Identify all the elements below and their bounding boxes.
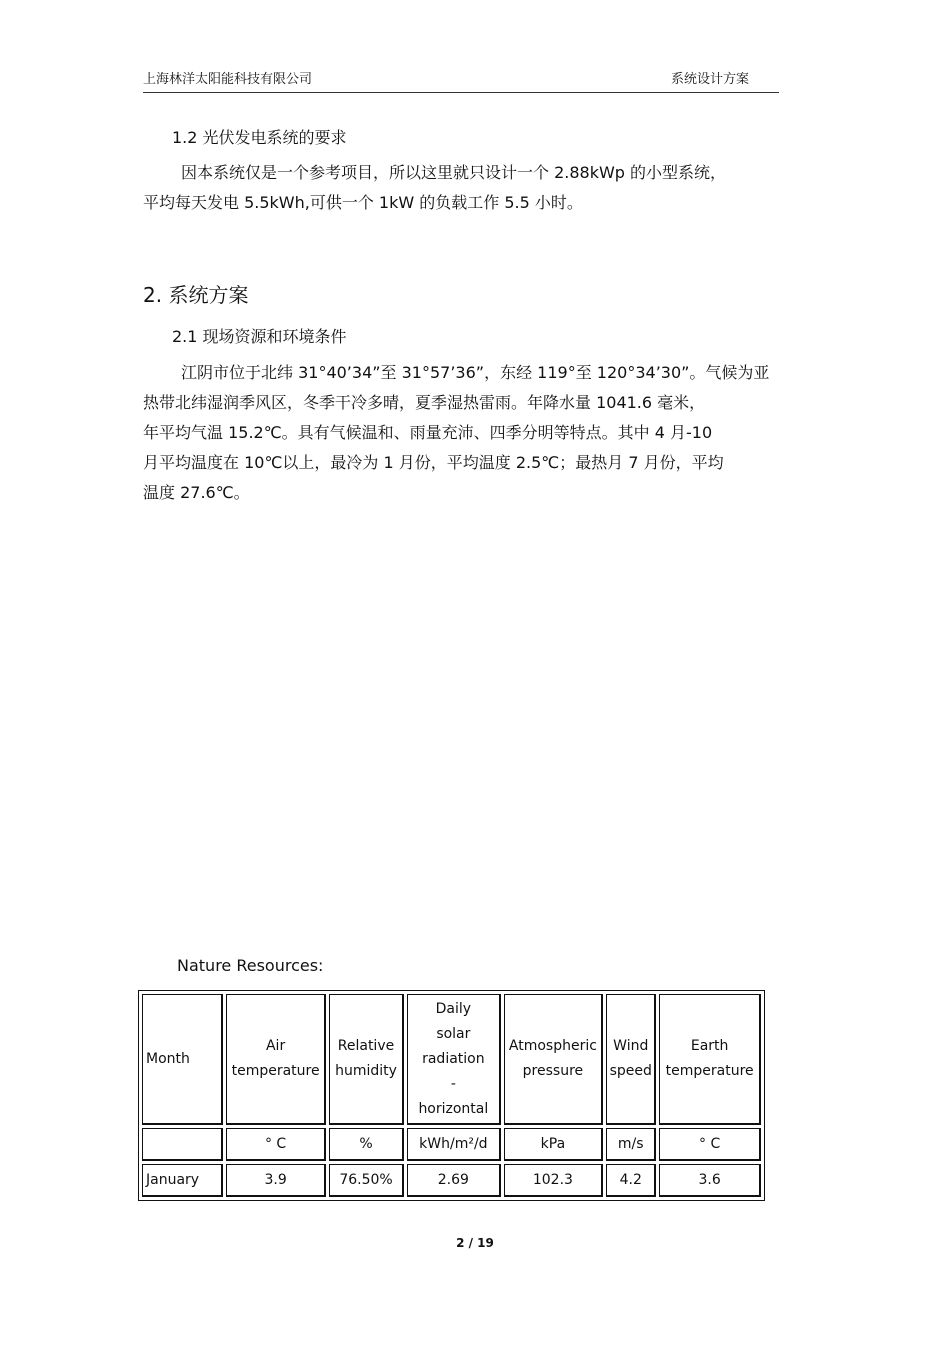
document-title: 系统设计方案 — [670, 72, 749, 87]
unit-cell — [142, 1128, 223, 1161]
header-cell-line: Relative — [337, 1038, 395, 1054]
table-row — [142, 1164, 761, 1197]
page-number: 2 / 19 — [456, 1236, 494, 1250]
unit-cell: kPa — [504, 1128, 604, 1161]
table-cell: 102.3 — [504, 1164, 604, 1197]
header-cell-line: radiation — [422, 1050, 485, 1067]
paragraph-line: 温度 27.6℃。 — [143, 483, 250, 502]
page-header — [143, 66, 779, 93]
paragraph-line: 热带北纬湿润季风区，冬季干冷多晴，夏季湿热雷雨。年降水量 1041.6 毫米， — [143, 393, 706, 412]
section-2-1-body — [143, 358, 818, 508]
header-cell-line: speed — [609, 1063, 652, 1079]
paragraph-line: 平均每天发电 5.5kWh,可供一个 1kW 的负载工作 5.5 小时。 — [143, 193, 583, 212]
paragraph-line: 月平均温度在 10℃以上，最冷为 1 月份，平均温度 2.5℃；最热月 7 月份，平均 — [143, 453, 724, 472]
paragraph-line: 因本系统仅是一个参考项目，所以这里就只设计一个 2.88kWp 的小型系统， — [181, 163, 727, 182]
header-cell-line: Earth — [690, 1038, 729, 1054]
nature-resources-table — [138, 990, 765, 1201]
header-cell-line: - — [450, 1075, 456, 1092]
header-cell — [606, 994, 656, 1125]
header-cell-line: Wind — [613, 1038, 649, 1054]
section-2-heading: 2. 系统方案 — [143, 283, 249, 307]
header-cell — [142, 994, 223, 1125]
header-cell-line: Month — [146, 1050, 190, 1067]
header-cell — [226, 994, 326, 1125]
header-cell-line: horizontal — [418, 1100, 489, 1117]
header-cell — [407, 994, 501, 1125]
header-cell-line: temperature — [231, 1063, 320, 1079]
unit-cell: ° C — [226, 1128, 326, 1161]
table-caption: Nature Resources: — [177, 956, 324, 975]
header-cell-line: Atmospheric — [508, 1038, 597, 1054]
unit-cell: % — [329, 1128, 404, 1161]
header-cell-line: humidity — [335, 1063, 397, 1079]
table-cell: January — [142, 1164, 223, 1197]
table-cell: 4.2 — [606, 1164, 656, 1197]
header-cell-line: Daily — [435, 1000, 472, 1017]
header-cell — [659, 994, 761, 1125]
section-2-1-heading: 2.1 现场资源和环境条件 — [172, 327, 347, 346]
section-1-2-body — [143, 158, 818, 218]
section-1-2-heading: 1.2 光伏发电系统的要求 — [172, 128, 347, 147]
paragraph-line: 年平均气温 15.2℃。具有气候温和、雨量充沛、四季分明等特点。其中 4 月-10 — [143, 423, 713, 442]
company-name: 上海林洋太阳能科技有限公司 — [143, 72, 313, 87]
table-cell: 2.69 — [407, 1164, 501, 1197]
table-header-row — [142, 994, 761, 1125]
header-cell-line: pressure — [522, 1063, 584, 1079]
unit-cell: kWh/m²/d — [407, 1128, 501, 1161]
header-cell-line: solar — [436, 1025, 471, 1042]
header-cell-line: temperature — [665, 1063, 754, 1079]
header-cell-line: Air — [265, 1038, 286, 1054]
unit-cell: ° C — [659, 1128, 761, 1161]
table-units-row — [142, 1128, 761, 1161]
table-cell: 76.50% — [329, 1164, 404, 1197]
table-cell: 3.9 — [226, 1164, 326, 1197]
table-cell: 3.6 — [659, 1164, 761, 1197]
header-cell — [329, 994, 404, 1125]
paragraph-line: 江阴市位于北纬 31°40’34”至 31°57’36”，东经 119°至 120°34’30”。气候为亚 — [181, 363, 770, 382]
header-cell — [504, 994, 604, 1125]
unit-cell: m/s — [606, 1128, 656, 1161]
